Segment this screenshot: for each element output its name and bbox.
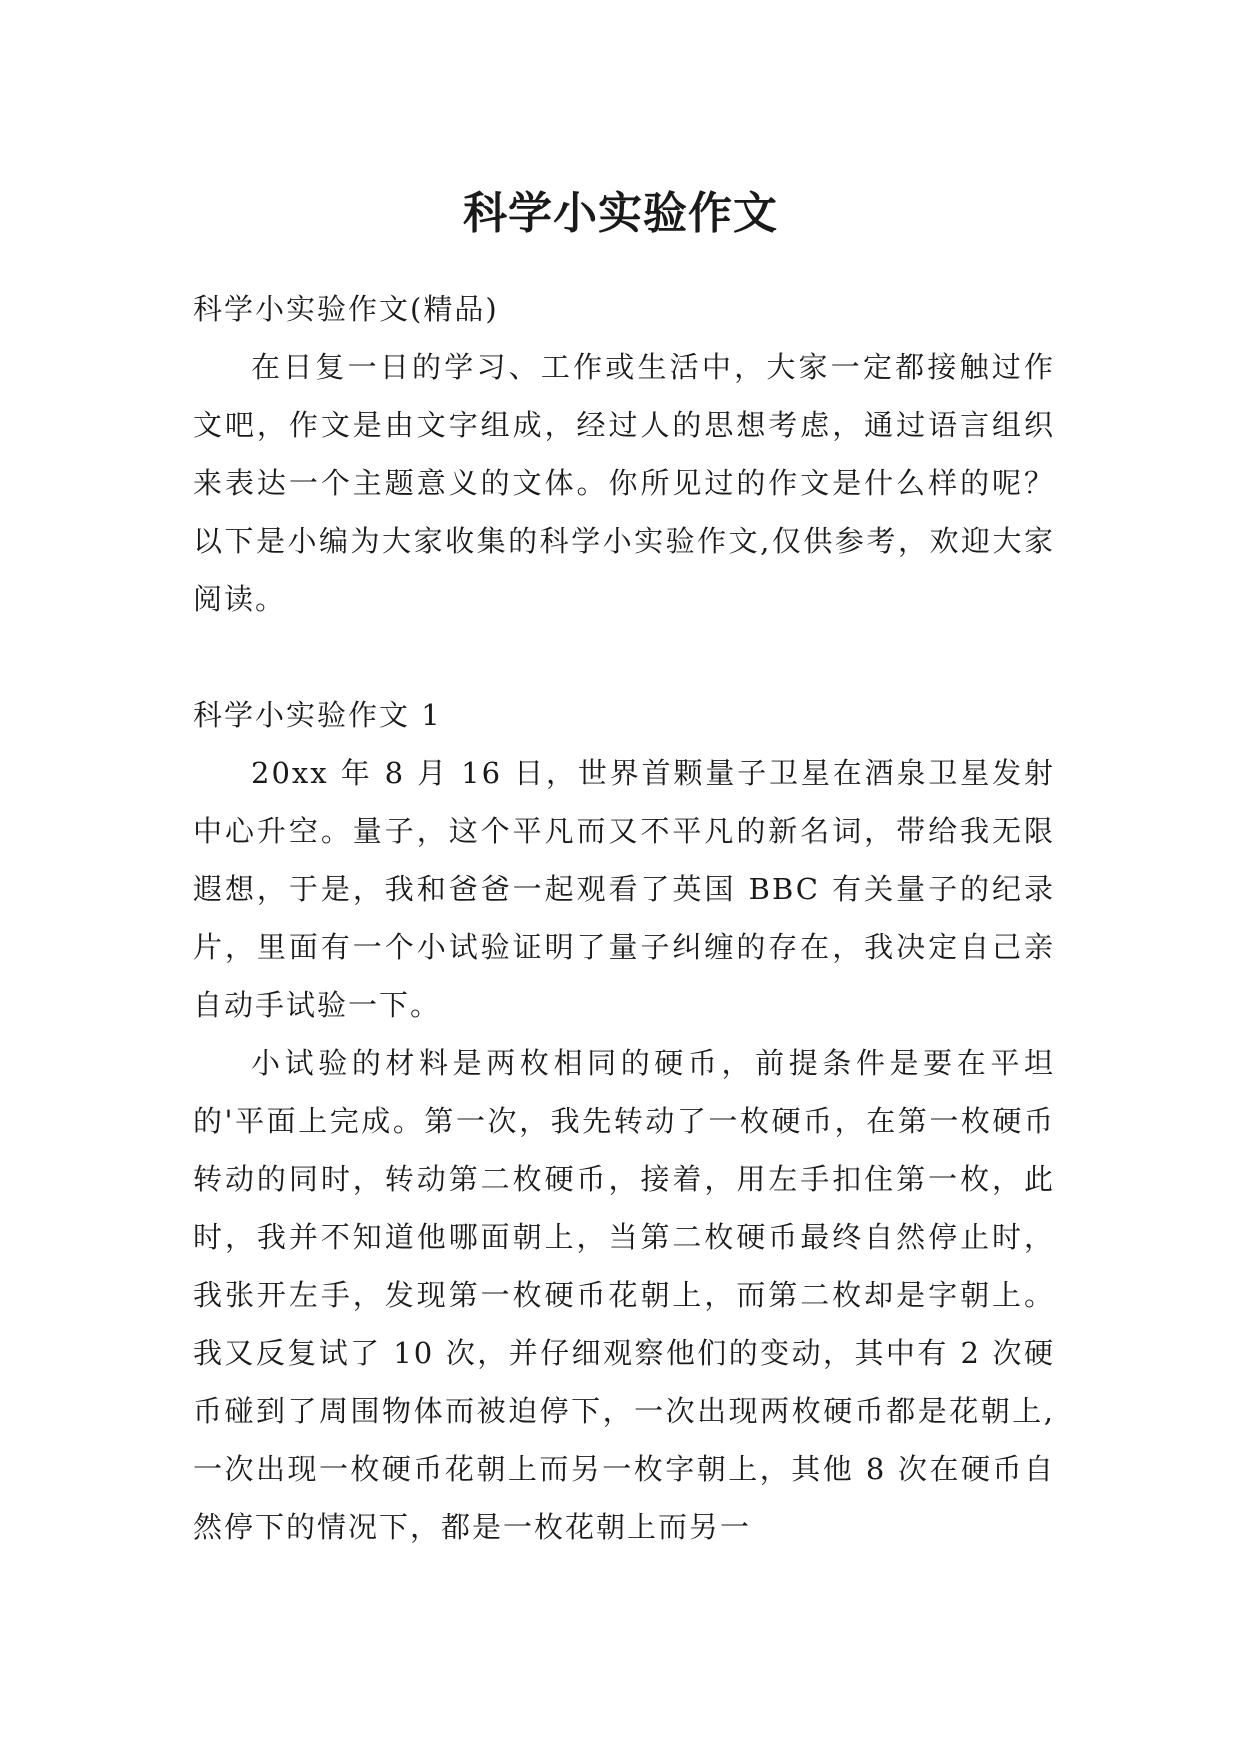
section-gap	[193, 628, 1055, 686]
section-paragraph-1: 20xx 年 8 月 16 日，世界首颗量子卫星在酒泉卫星发射中心升空。量子，这个平凡而又不平凡的新名词，带给我无限遐想，于是，我和爸爸一起观看了英国 BBC 有关量子的纪录片，里面有一个小试验证明了量子纠缠的存在，我决定自己亲自动手试验一下。	[193, 756, 1055, 1022]
document-title: 科学小实验作文	[463, 188, 778, 240]
intro-paragraph: 在日复一日的学习、工作或生活中，大家一定都接触过作文吧，作文是由文字组成，经过人的思想考虑，通过语言组织来表达一个主题意义的文体。你所见过的作文是什么样的呢？以下是小编为大家收集的科学小实验作文,仅供参考，欢迎大家阅读。	[193, 350, 1055, 616]
document-body	[193, 280, 1055, 1556]
section-paragraph-2: 小试验的材料是两枚相同的硬币，前提条件是要在平坦的'平面上完成。第一次，我先转动了一枚硬币，在第一枚硬币转动的同时，转动第二枚硬币，接着，用左手扣住第一枚，此时，我并不知道他哪面朝上，当第二枚硬币最终自然停止时，我张开左手，发现第一枚硬币花朝上，而第二枚却是字朝上。我又反复试了 10 次，并仔细观察他们的变动，其中有 2 次硬币碰到了周围物体而被迫停下，一次出现两枚硬币都是花朝上,一次出现一枚硬币花朝上而另一枚字朝上，其他 8 次在硬币自然停下的情况下，都是一枚花朝上而另一	[193, 1046, 1055, 1544]
document-subtitle: 科学小实验作文(精品)	[193, 292, 499, 326]
section-heading: 科学小实验作文 1	[193, 698, 442, 732]
